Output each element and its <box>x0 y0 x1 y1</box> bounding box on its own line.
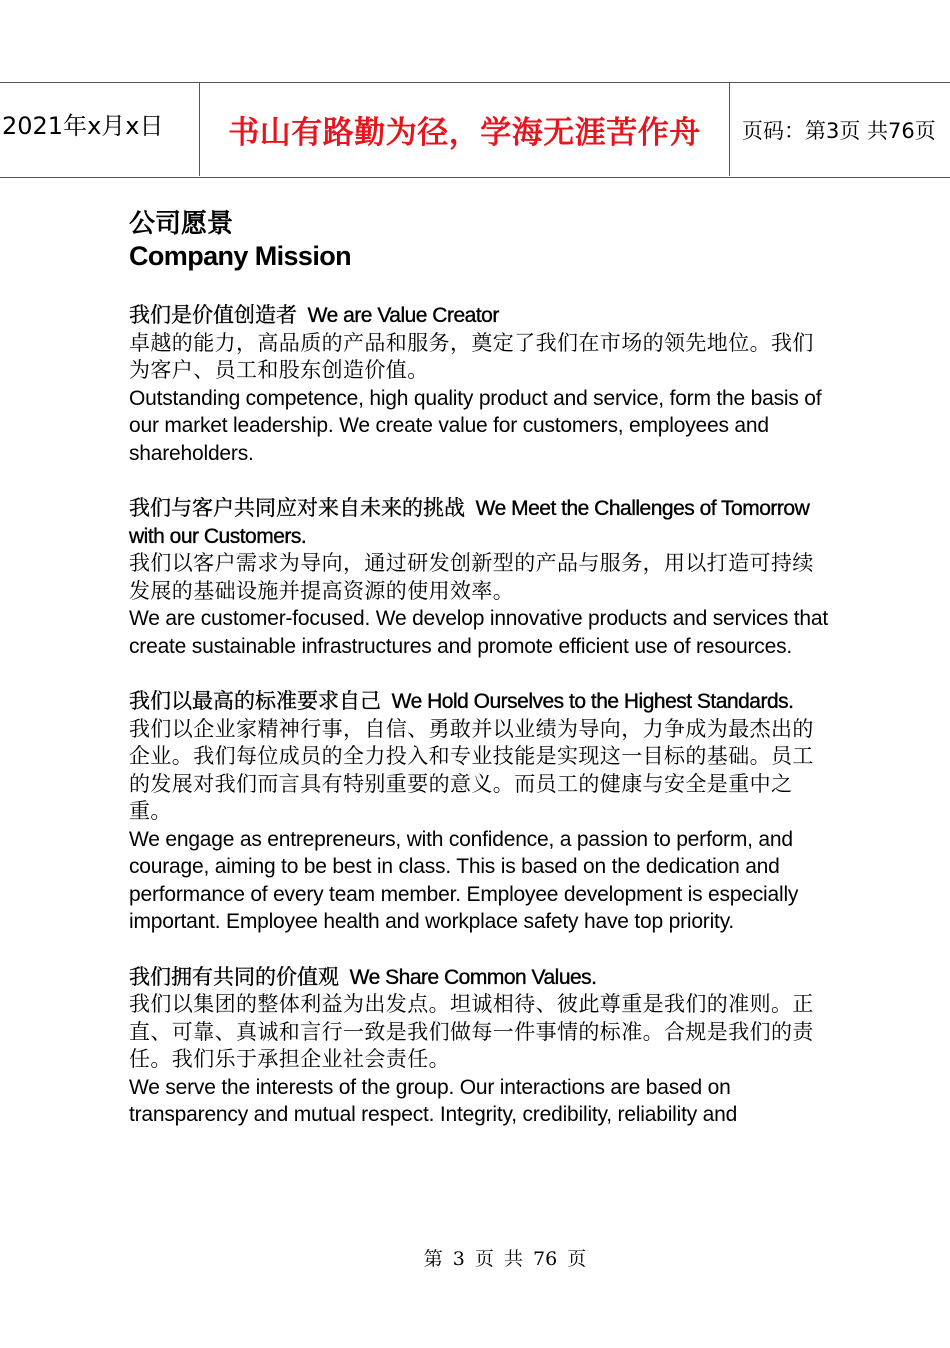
section-value-creator <box>129 302 829 467</box>
section-heading-en: We are Value Creator <box>307 304 499 327</box>
section-heading-cn: 我们是价值创造者 <box>129 303 297 327</box>
page-title-cn: 公司愿景 <box>129 209 234 239</box>
section-body-en: Outstanding competence, high quality product and service, form the basis of our market leadership. We create value for customers, employees and shareholders. <box>129 386 822 465</box>
page-footer: 第 3 页 共 76 页 <box>423 1248 587 1270</box>
section-body-cn: 我们以集团的整体利益为出发点。坦诚相待、彼此尊重是我们的准则。正直、可靠、真诚和言行一致是我们做每一件事情的标准。合规是我们的责任。我们乐于承担企业社会责任。 <box>129 992 814 1071</box>
section-highest-standards <box>129 688 829 936</box>
section-heading-cn: 我们与客户共同应对来自未来的挑战 <box>129 496 465 520</box>
page-header <box>0 82 950 178</box>
section-heading <box>129 495 829 550</box>
document-body <box>129 208 829 1157</box>
section-heading <box>129 302 829 330</box>
section-heading <box>129 688 829 716</box>
header-motto: 书山有路勤为径，学海无涯苦作舟 <box>200 83 730 176</box>
section-heading-en: We Hold Ourselves to the Highest Standards. <box>391 690 794 713</box>
section-body-cn: 我们以企业家精神行事，自信、勇敢并以业绩为导向，力争成为最杰出的企业。我们每位成员的全力投入和专业技能是实现这一目标的基础。员工的发展对我们而言具有特别重要的意义。而员工的健康与安全是重中之重。 <box>129 716 814 823</box>
section-body-en: We engage as entrepreneurs, with confidence, a passion to perform, and courage, aiming to be best in class. This is based on the dedication and performance of every team member. Employee development is especially important. Employee health and workplace safety have top priority. <box>129 827 799 933</box>
section-heading-cn: 我们拥有共同的价值观 <box>129 964 339 989</box>
section-heading <box>129 964 829 992</box>
page-title-en: Company Mission <box>129 241 352 271</box>
section-body-cn: 卓越的能力，高品质的产品和服务，奠定了我们在市场的领先地位。我们为客户、员工和股东创造价值。 <box>129 330 814 382</box>
section-heading-en: We Meet the Challenges of Tomorrow with our Customers. <box>129 497 810 548</box>
header-date: 2021年x月x日 <box>0 83 200 176</box>
section-challenges <box>129 495 829 660</box>
section-common-values <box>129 964 829 1129</box>
section-body-en: We are customer-focused. We develop innovative products and services that create sustainable infrastructures and promote efficient use of resources. <box>129 607 828 658</box>
section-heading-cn: 我们以最高的标准要求自己 <box>129 689 381 713</box>
header-page-info: 页码：第3页 共76页 <box>742 118 936 143</box>
section-body-cn: 我们以客户需求为导向，通过研发创新型的产品与服务，用以打造可持续发展的基础设施并提高资源的使用效率。 <box>129 551 814 603</box>
section-body-en: We serve the interests of the group. Our interactions are based on transparency and mutual respect. Integrity, credibility, reliability and <box>129 1075 738 1126</box>
section-heading-en: We Share Common Values. <box>349 965 597 989</box>
